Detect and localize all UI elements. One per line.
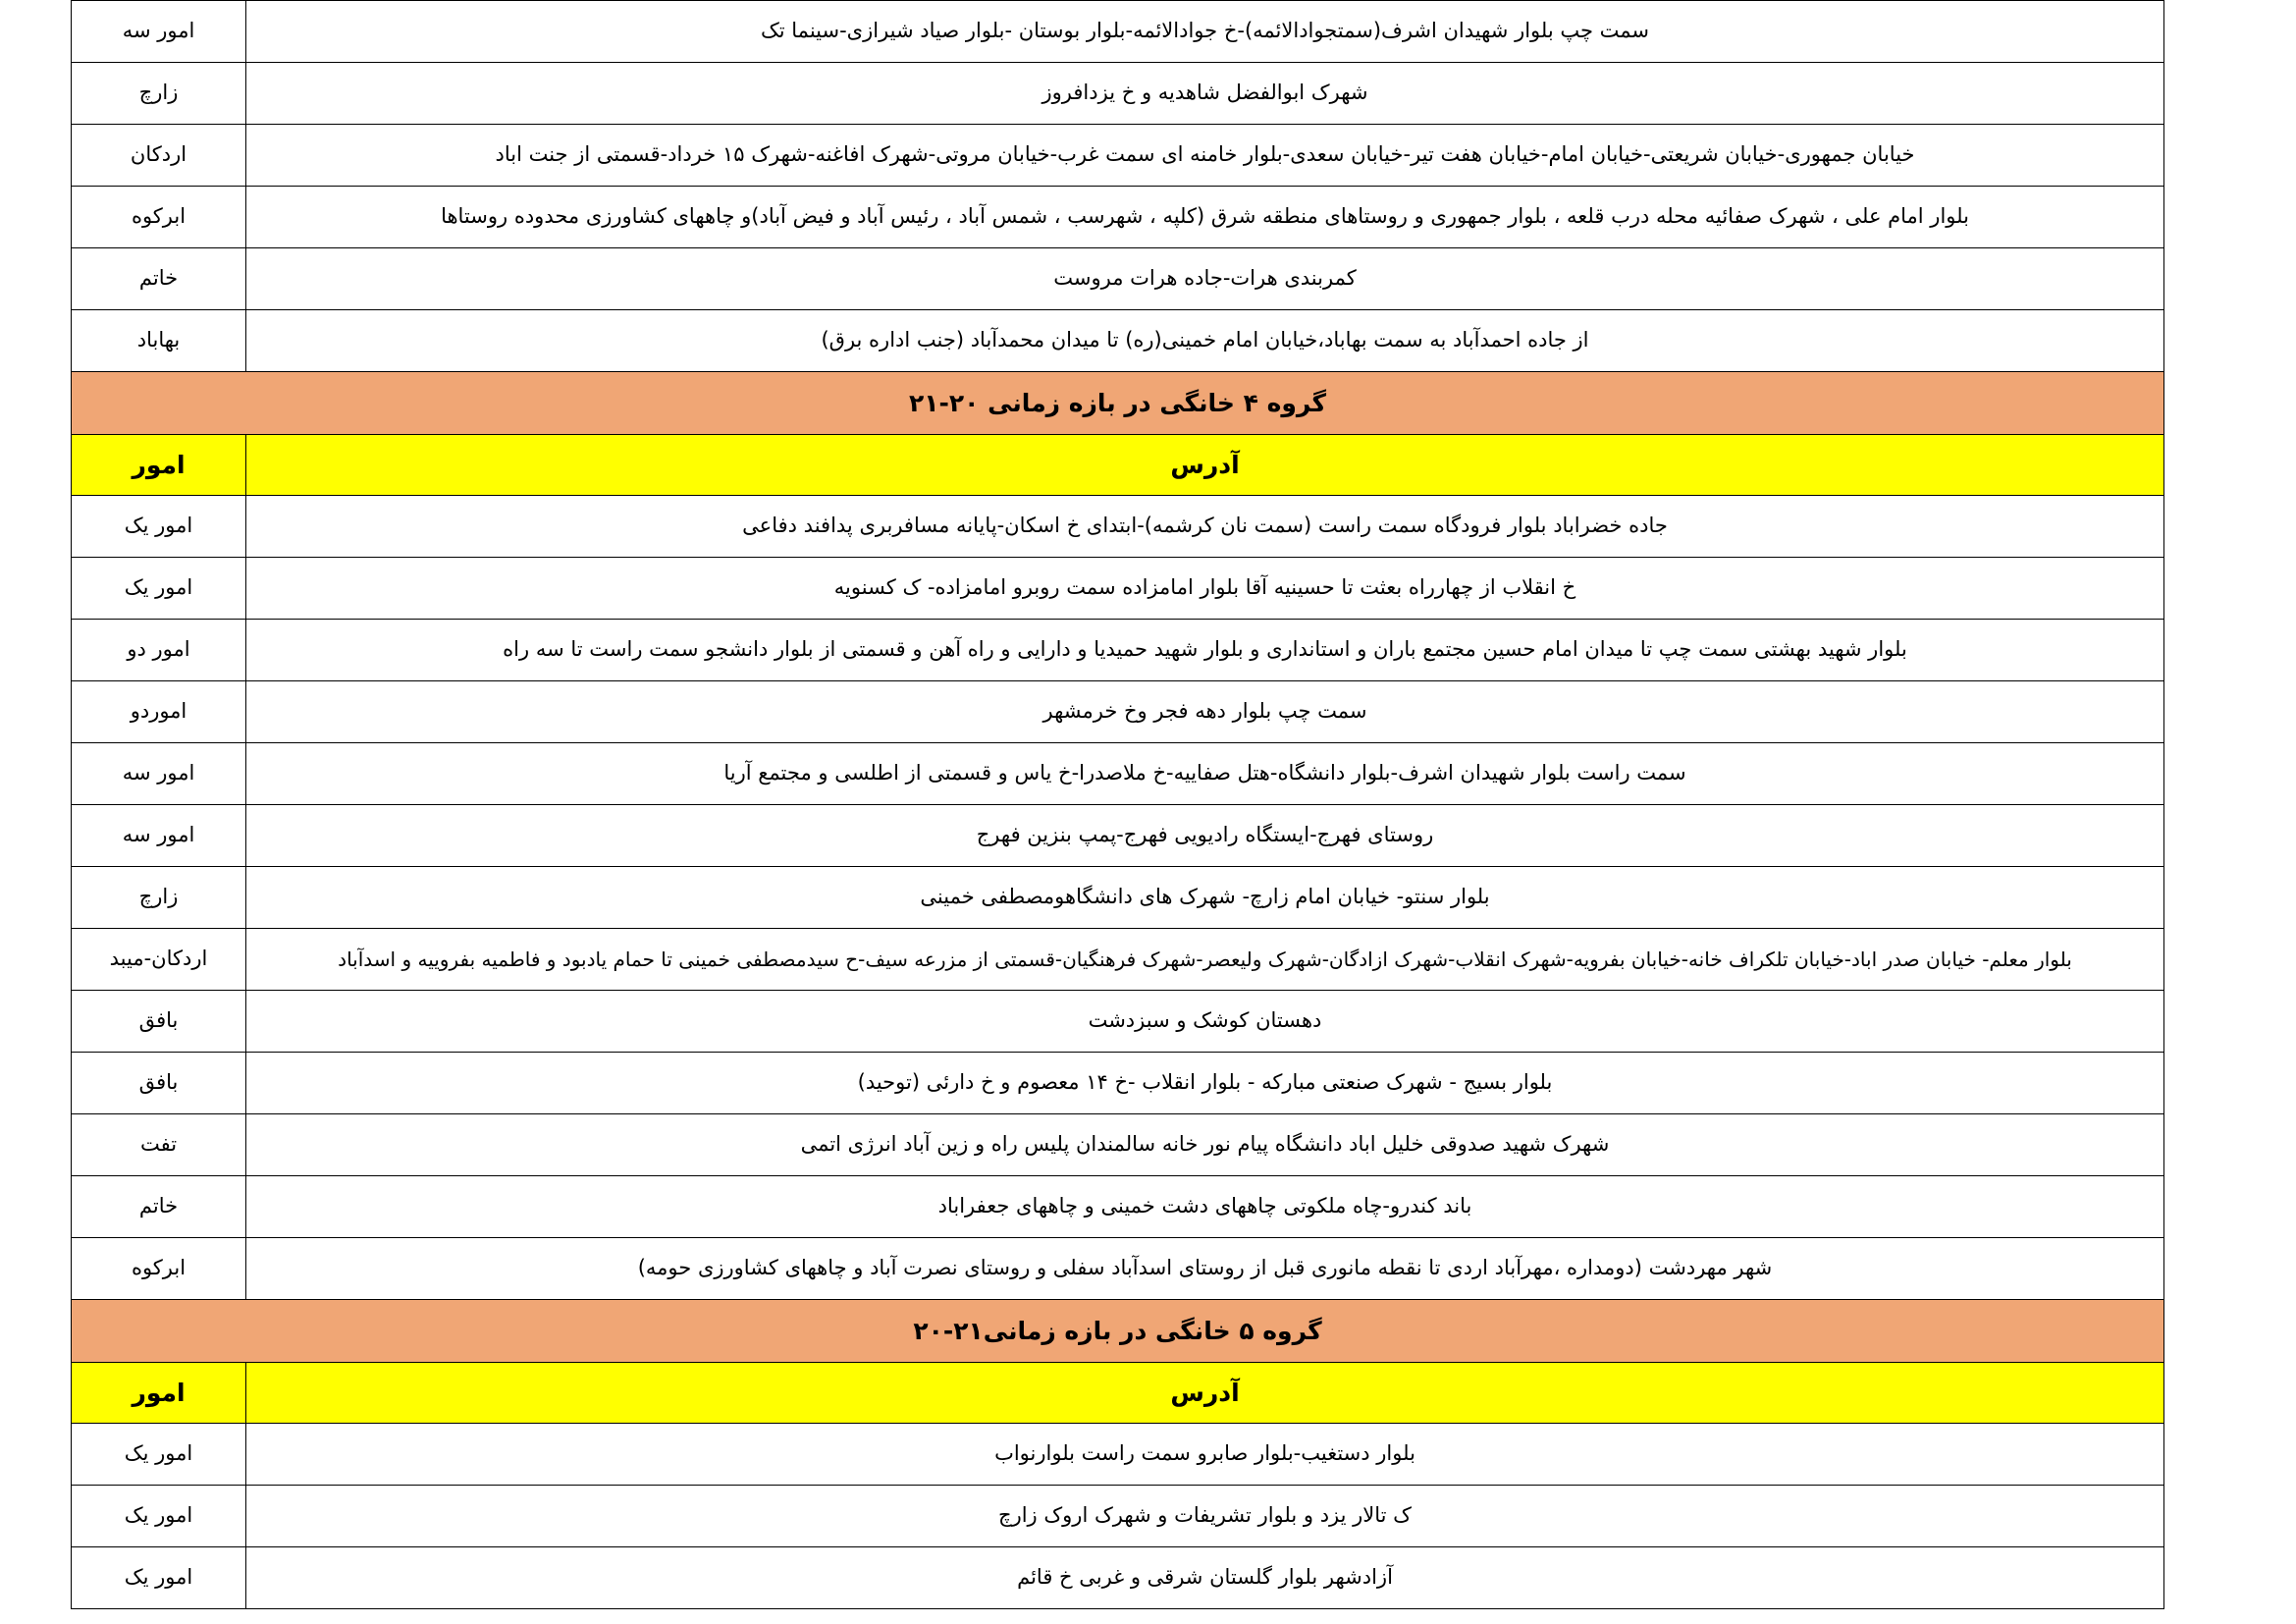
amoor-cell: اموردو xyxy=(72,681,246,743)
address-cell: بلوار دستغیب-بلوار صابرو سمت راست بلوارنواب xyxy=(246,1424,2164,1486)
amoor-cell: خاتم xyxy=(72,248,246,310)
table-row xyxy=(72,310,2164,372)
outage-schedule-table-wrapper xyxy=(72,0,2164,1609)
address-cell: بلوار امام علی ، شهرک صفائیه محله درب قلعه ، بلوار جمهوری و روستاهای منطقه شرق (کلپه ، شهرسب ، شمس آباد ، رئیس آباد و فیض آباد)و چاههای کشاورزی محدوده روستاها xyxy=(246,187,2164,248)
column-header-row-4 xyxy=(72,435,2164,496)
table-row xyxy=(72,1,2164,63)
table-row xyxy=(72,1176,2164,1238)
address-cell xyxy=(246,929,2164,991)
address-cell: خ انقلاب از چهارراه بعثت تا حسینیه آقا بلوار امامزاده سمت روبرو امامزاده- ک کسنویه xyxy=(246,558,2164,620)
address-cell: باند کندرو-چاه ملکوتی چاههای دشت خمینی و چاههای جعفراباد xyxy=(246,1176,2164,1238)
amoor-cell: امور دو xyxy=(72,620,246,681)
amoor-cell: امور یک xyxy=(72,558,246,620)
table-row xyxy=(72,1424,2164,1486)
address-cell: کمربندی هرات-جاده هرات مروست xyxy=(246,248,2164,310)
table-row xyxy=(72,1486,2164,1547)
address-cell: سمت چپ بلوار شهیدان اشرف(سمتجوادالائمه)-خ جوادالائمه-بلوار بوستان -بلوار صیاد شیرازی-سینما تک xyxy=(246,1,2164,63)
address-cell: سمت راست بلوار شهیدان اشرف-بلوار دانشگاه-هتل صفاییه-خ ملاصدرا-خ یاس و قسمتی از اطلسی و مجتمع آریا xyxy=(246,743,2164,805)
address-cell: شهرک ابوالفضل شاهدیه و خ یزدافروز xyxy=(246,63,2164,125)
amoor-cell: بهاباد xyxy=(72,310,246,372)
address-cell: روستای فهرج-ایستگاه رادیویی فهرج-پمپ بنزین فهرج xyxy=(246,805,2164,867)
table-row xyxy=(72,496,2164,558)
table-row xyxy=(72,125,2164,187)
amoor-cell: ابرکوه xyxy=(72,1238,246,1300)
table-row xyxy=(72,558,2164,620)
table-row xyxy=(72,620,2164,681)
address-cell: از جاده احمدآباد به سمت بهاباد،خیابان امام خمینی(ره) تا میدان محمدآباد (جنب اداره برق) xyxy=(246,310,2164,372)
column-header-amoor: امور xyxy=(72,1363,246,1424)
amoor-cell: امور سه xyxy=(72,805,246,867)
address-cell: سمت چپ بلوار دهه فجر وخ خرمشهر xyxy=(246,681,2164,743)
column-header-address: آدرس xyxy=(246,435,2164,496)
table-row xyxy=(72,248,2164,310)
amoor-cell: امور یک xyxy=(72,1486,246,1547)
table-row xyxy=(72,991,2164,1053)
group-header-row-5 xyxy=(72,1300,2164,1363)
table-row xyxy=(72,1114,2164,1176)
table-row xyxy=(72,1547,2164,1609)
amoor-cell: اردکان xyxy=(72,125,246,187)
amoor-cell: امور یک xyxy=(72,1547,246,1609)
address-cell: آزادشهر بلوار گلستان شرقی و غربی خ قائم xyxy=(246,1547,2164,1609)
outage-schedule-table xyxy=(71,0,2164,1609)
table-row xyxy=(72,1238,2164,1300)
amoor-cell: خاتم xyxy=(72,1176,246,1238)
address-cell: بلوار شهید بهشتی سمت چپ تا میدان امام حسین مجتمع باران و استانداری و بلوار شهید حمیدیا و دارایی و راه آهن و قسمتی از بلوار دانشجو سمت راست تا سه راه xyxy=(246,620,2164,681)
address-cell: دهستان کوشک و سبزدشت xyxy=(246,991,2164,1053)
table-row xyxy=(72,743,2164,805)
table-body xyxy=(72,1,2164,1609)
amoor-cell: امور یک xyxy=(72,496,246,558)
column-header-amoor: امور xyxy=(72,435,246,496)
address-cell: شهر مهردشت (دومداره ،مهرآباد اردی تا نقطه مانوری قبل از روستای اسدآباد سفلی و روستای نصرت آباد و چاههای کشاورزی حومه) xyxy=(246,1238,2164,1300)
address-cell: بلوار بسیج - شهرک صنعتی مبارکه - بلوار انقلاب -خ ۱۴ معصوم و خ دارئی (توحید) xyxy=(246,1053,2164,1114)
amoor-cell: بافق xyxy=(72,991,246,1053)
address-cell: ک تالار یزد و بلوار تشریفات و شهرک اروک زارچ xyxy=(246,1486,2164,1547)
table-row xyxy=(72,867,2164,929)
amoor-cell: تفت xyxy=(72,1114,246,1176)
amoor-cell: زارچ xyxy=(72,63,246,125)
table-row xyxy=(72,929,2164,991)
column-header-address: آدرس xyxy=(246,1363,2164,1424)
amoor-cell: امور سه xyxy=(72,743,246,805)
address-cell: جاده خضراباد بلوار فرودگاه سمت راست (سمت نان کرشمه)-ابتدای خ اسکان-پایانه مسافربری پدافند دفاعی xyxy=(246,496,2164,558)
table-row xyxy=(72,63,2164,125)
table-row xyxy=(72,805,2164,867)
amoor-cell: امور یک xyxy=(72,1424,246,1486)
group-header-title: گروه ۵ خانگی در بازه زمانی۲۱-۲۰ xyxy=(72,1300,2164,1363)
address-cell: شهرک شهید صدوقی خلیل اباد دانشگاه پیام نور خانه سالمندان پلیس راه و زین آباد انرژی اتمی xyxy=(246,1114,2164,1176)
address-cell-text: بلوار معلم- خیابان صدر اباد-خیابان تلکراف خانه-خیابان بفرویه-شهرک انقلاب-شهرک ازادگان-شهرک ولیعصر-شهرک فرهنگیان-قسمتی از مزرعه سیف-ح سیدمصطفی خمینی تا حمام یادبود و فاطمیه بفروییه و اسدآباد xyxy=(338,947,2072,971)
table-row xyxy=(72,187,2164,248)
address-cell: بلوار سنتو- خیابان امام زارچ- شهرک های دانشگاهومصطفی خمینی xyxy=(246,867,2164,929)
amoor-cell: اردکان-میبد xyxy=(72,929,246,991)
amoor-cell: ابرکوه xyxy=(72,187,246,248)
table-row xyxy=(72,681,2164,743)
group-header-title: گروه ۴ خانگی در بازه زمانی ۲۰-۲۱ xyxy=(72,372,2164,435)
table-row xyxy=(72,1053,2164,1114)
amoor-cell: زارچ xyxy=(72,867,246,929)
address-cell: خیابان جمهوری-خیابان شریعتی-خیابان امام-خیابان هفت تیر-خیابان سعدی-بلوار خامنه ای سمت غرب-خیابان مروتی-شهرک افاغنه-شهرک ۱۵ خرداد-قسمتی از جنت اباد xyxy=(246,125,2164,187)
group-header-row-4 xyxy=(72,372,2164,435)
amoor-cell: بافق xyxy=(72,1053,246,1114)
column-header-row-5 xyxy=(72,1363,2164,1424)
amoor-cell: امور سه xyxy=(72,1,246,63)
